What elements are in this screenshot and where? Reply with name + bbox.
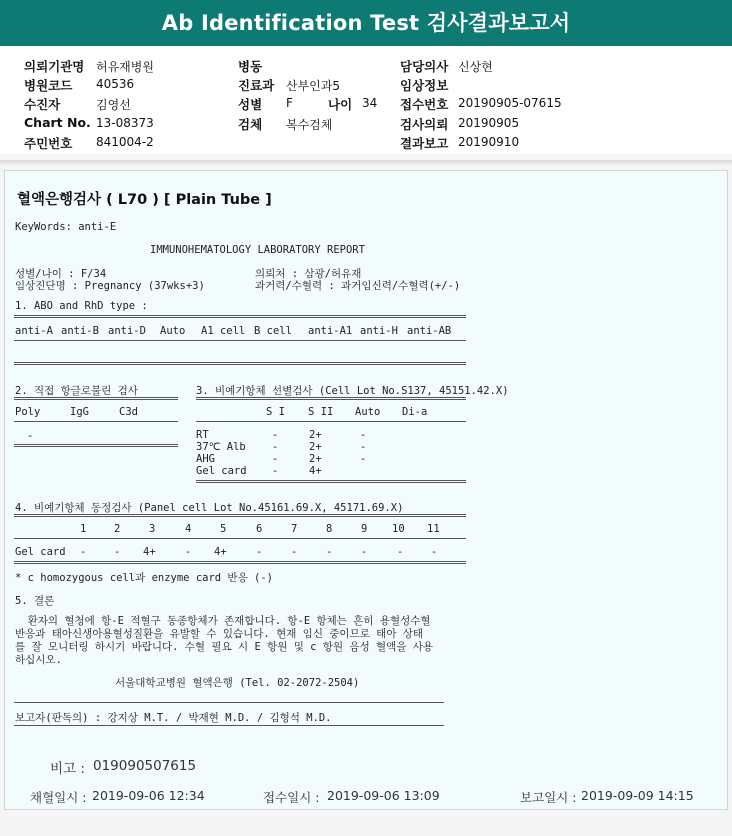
panel-value-10: - <box>397 546 404 558</box>
panel-cell-10: 10 <box>392 523 405 535</box>
abo-rule-bottom <box>14 362 466 365</box>
screen-row-si: - <box>272 465 279 477</box>
rrn-label: 주민번호 <box>24 136 73 151</box>
panel-value-8: - <box>326 546 333 558</box>
clinical-label: 임상정보 <box>400 78 449 93</box>
dept-value: 산부인과5 <box>286 79 341 93</box>
screen-row-auto: - <box>360 429 367 441</box>
panel-rule-top <box>14 514 466 517</box>
screen-row-label: AHG <box>196 453 215 465</box>
screen-row-label: Gel card <box>196 465 247 477</box>
panel-cell-5: 5 <box>220 523 227 535</box>
screen-rule-mid <box>196 421 466 422</box>
keywords: KeyWords: anti-E <box>15 221 117 233</box>
panel-rule-mid <box>14 538 466 539</box>
specimen-label: 검체 <box>238 117 263 132</box>
dept-label: 진료과 <box>238 78 275 93</box>
abo-header-2: anti-B <box>61 325 99 337</box>
screen-header-sii: S II <box>308 406 334 418</box>
panel-cell-1: 1 <box>80 523 87 535</box>
abo-header-9: anti-AB <box>407 325 452 337</box>
code-value: 40536 <box>96 77 135 91</box>
sex-age: 성별/나이 : F/34 <box>15 268 107 280</box>
abo-header-5: A1 cell <box>201 325 246 337</box>
screen-header-dia: Di-a <box>402 406 428 418</box>
panel-value-11: - <box>431 546 438 558</box>
patient-value: 김영선 <box>96 98 131 112</box>
specimen-value: 복수검체 <box>286 118 333 132</box>
panel-cell-2: 2 <box>114 523 121 535</box>
screen-header-auto: Auto <box>355 406 381 418</box>
screen-rule-bottom <box>196 480 466 483</box>
result-line-1: 환자의 혈청에 항-E 적혈구 동종항체가 존재합니다. 항-E 항체는 흔히 용혈성수혈 <box>15 615 431 627</box>
hospital-label: 의뢰기관명 <box>24 59 85 74</box>
screen-row-auto: - <box>360 441 367 453</box>
dat-header-igg: IgG <box>70 406 89 418</box>
code-label: 병원코드 <box>24 78 73 93</box>
abo-header-1: anti-A <box>15 325 53 337</box>
doctor-value: 신상현 <box>458 60 493 74</box>
screen-header-si: S I <box>266 406 285 418</box>
abo-rule-mid <box>14 340 466 341</box>
dat-value: - <box>27 430 34 442</box>
patient-label: 수진자 <box>24 97 61 112</box>
panel-cell-4: 4 <box>185 523 192 535</box>
panel-value-6: - <box>256 546 263 558</box>
panel-value-3: 4+ <box>143 546 156 558</box>
panel-rule-bottom <box>14 561 466 564</box>
requester: 의뢰처 : 삼광/허유재 <box>255 268 362 280</box>
dat-rule-top <box>14 397 178 400</box>
dat-title: 2. 직접 항글로불린 검사 <box>15 385 138 397</box>
report-header <box>0 0 732 46</box>
dat-rule-mid <box>14 421 178 422</box>
collect-label: 채혈일시 : <box>30 790 87 805</box>
screen-row-sii: 2+ <box>309 429 322 441</box>
request-value: 20190905 <box>458 116 520 130</box>
request-label: 검사의뢰 <box>400 117 449 132</box>
screen-row-sii: 2+ <box>309 453 322 465</box>
result-line-4: 하십시오. <box>15 654 62 666</box>
chart-label: Chart No. <box>24 115 91 130</box>
accession-value: 20190905-07615 <box>458 96 562 110</box>
note-label: 비고 : <box>50 761 85 777</box>
chart-value: 13-08373 <box>96 116 154 130</box>
report-time-value: 2019-09-09 14:15 <box>581 788 694 803</box>
report-date-label: 결과보고 <box>400 136 449 151</box>
report-date-value: 20190910 <box>458 135 520 149</box>
result-line-2: 반응과 태아신생아용혈성질환을 유발할 수 있습니다. 현재 임신 중이므로 태아 상태 <box>15 628 424 640</box>
panel-value-5: 4+ <box>214 546 227 558</box>
age-label: 나이 <box>328 97 353 112</box>
receive-value: 2019-09-06 13:09 <box>327 788 440 803</box>
screen-row-si: - <box>272 441 279 453</box>
screen-row-si: - <box>272 429 279 441</box>
panel-value-9: - <box>361 546 368 558</box>
rrn-value: 841004-2 <box>96 135 154 149</box>
abo-title: 1. ABO and RhD type : <box>15 300 148 312</box>
screen-row-si: - <box>272 453 279 465</box>
abo-header-7: anti-A1 <box>308 325 353 337</box>
panel-value-2: - <box>114 546 121 558</box>
panel-note: * c homozygous cell과 enzyme card 반응 (-) <box>15 572 274 584</box>
screen-row-sii: 2+ <box>309 441 322 453</box>
collect-value: 2019-09-06 12:34 <box>92 788 205 803</box>
receive-label: 접수일시 : <box>263 790 320 805</box>
panel-value-1: - <box>80 546 87 558</box>
panel-cell-8: 8 <box>326 523 333 535</box>
diagnosis: 임상진단명 : Pregnancy (37wks+3) <box>15 280 205 292</box>
panel-cell-11: 11 <box>427 523 440 535</box>
history: 과거력/수혈력 : 과거임신력/수혈력(+/-) <box>255 280 461 292</box>
screen-row-label: 37℃ Alb <box>196 441 246 453</box>
panel-title: 4. 비예기항체 동정검사 (Panel cell Lot No.45161.69.X, 45171.69.X) <box>15 502 404 514</box>
sex-value: F <box>286 96 293 110</box>
lab-report-title: IMMUNOHEMATOLOGY LABORATORY REPORT <box>150 244 365 256</box>
note-value: 019090507615 <box>93 758 197 774</box>
sex-label: 성별 <box>238 97 263 112</box>
result-title: 5. 결론 <box>15 595 55 607</box>
screen-row-auto: - <box>360 453 367 465</box>
panel-divider <box>0 160 732 166</box>
dat-header-poly: Poly <box>15 406 41 418</box>
screen-row-label: RT <box>196 429 209 441</box>
screen-row-sii: 4+ <box>309 465 322 477</box>
panel-cell-7: 7 <box>291 523 298 535</box>
abo-header-6: B cell <box>254 325 292 337</box>
panel-cell-9: 9 <box>361 523 368 535</box>
abo-rule-top <box>14 315 466 318</box>
panel-value-7: - <box>291 546 298 558</box>
result-line-3: 를 잘 모니터링 하시기 바랍니다. 수혈 필요 시 E 항원 및 c 항원 음성 혈액을 사용 <box>15 641 434 653</box>
panel-value-4: - <box>185 546 192 558</box>
reporter: 보고자(판독의) : 강지상 M.T. / 박재현 M.D. / 김형석 M.D. <box>15 712 332 724</box>
panel-cell-3: 3 <box>149 523 156 535</box>
test-title: 혈액은행검사 ( L70 ) [ Plain Tube ] <box>17 192 272 208</box>
abo-header-3: anti-D <box>108 325 146 337</box>
report-title: Ab Identification Test 검사결과보고서 <box>161 11 571 35</box>
age-value: 34 <box>362 96 378 110</box>
reporter-rule-top <box>14 702 444 703</box>
lab-name: 서울대학교병원 혈액은행 (Tel. 02-2072-2504) <box>115 677 360 689</box>
doctor-label: 담당의사 <box>400 59 449 74</box>
abo-header-8: anti-H <box>360 325 398 337</box>
screen-title: 3. 비예기항체 선별검사 (Cell Lot No.S137, 45151.42.X) <box>196 385 509 397</box>
abo-header-4: Auto <box>160 325 186 337</box>
accession-label: 접수번호 <box>400 97 449 112</box>
report-time-label: 보고일시 : <box>520 790 577 805</box>
screen-rule-top <box>196 397 466 400</box>
reporter-rule-bottom <box>14 725 444 726</box>
dat-rule-bottom <box>14 444 178 447</box>
panel-cell-6: 6 <box>256 523 263 535</box>
ward-label: 병동 <box>238 59 263 74</box>
panel-row-label: Gel card <box>15 546 66 558</box>
hospital-value: 허유재병원 <box>96 60 154 74</box>
dat-header-c3d: C3d <box>119 406 138 418</box>
